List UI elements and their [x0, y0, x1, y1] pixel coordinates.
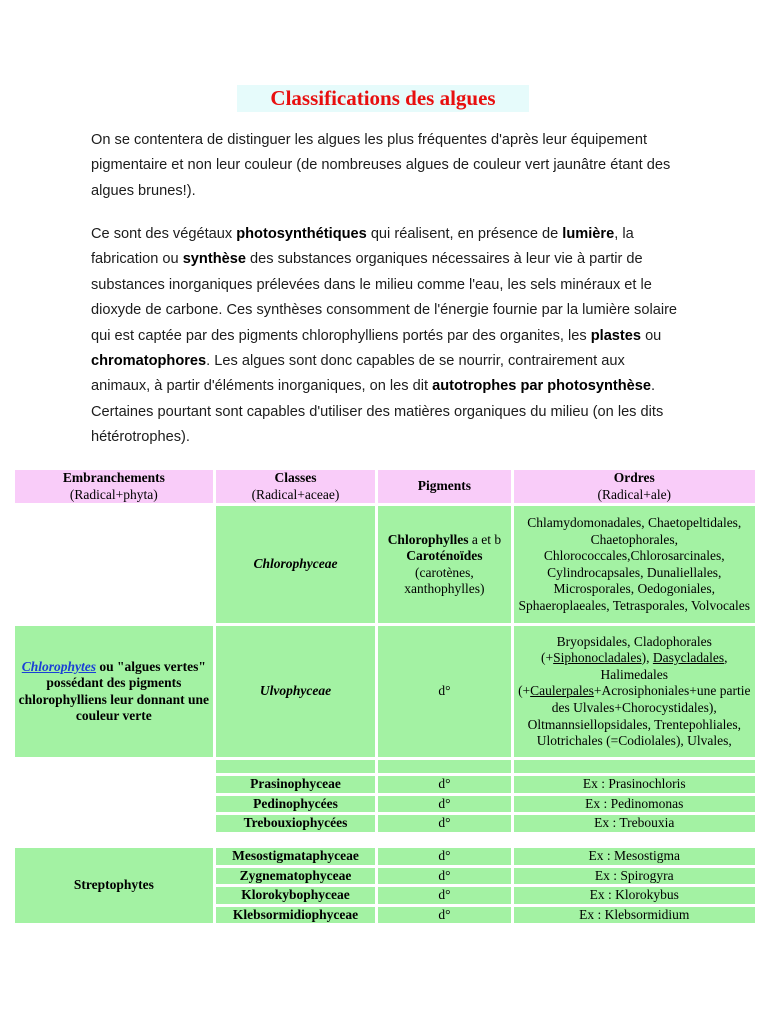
- pigment-name: Chlorophylles: [387, 531, 469, 547]
- text-run: Bryopsidales, Cladophorales (+: [541, 633, 712, 666]
- text-run: qui réalisent, en présence de: [366, 226, 563, 242]
- intro-paragraph: On se contentera de distinguer les algues les plus fréquentes d'après leur équipement pigmentaire et non leur couleur (de nombreuses algues de couleur vert jaunâtre étant des algues brunes!).: [91, 132, 671, 199]
- header-embranchements: [15, 470, 213, 503]
- cell-pigments: [378, 506, 510, 623]
- spacer-cell: [216, 835, 376, 845]
- cell-streptophytes: Streptophytes: [15, 848, 213, 923]
- text-run: . Certaines pourtant sont capables d'utiliser des matières organiques du milieu (on les dits hétérotrophes).: [91, 378, 664, 446]
- empty-cell: [15, 760, 213, 773]
- text-run: ),: [641, 650, 653, 666]
- cell-classe: Klebsormidiophyceae: [216, 907, 376, 924]
- text-run: ou: [641, 327, 662, 344]
- table-row: [15, 848, 755, 865]
- table-row: [15, 506, 755, 623]
- cell-ordres: Ex : Trebouxia: [514, 815, 755, 832]
- header-pigments: [378, 470, 510, 503]
- pigment-name: Caroténoïdes: [406, 548, 483, 564]
- cell-chlorophytes: [15, 626, 213, 757]
- text-run: +Acrosiphoniales+une partie des Ulvales+Chorocystidales), Oltmannsiellopsidales, Trentepohliales, Ulotrichales (=Codiolales), Ulvales,: [527, 683, 751, 749]
- cell-pigments: d°: [378, 626, 510, 757]
- table-spacer-row: [15, 835, 755, 845]
- table-row: [15, 796, 755, 813]
- table-row: [15, 626, 755, 757]
- empty-cell: [378, 760, 510, 773]
- cell-ordres: Ex : Klorokybus: [514, 887, 755, 904]
- cell-classe: Pedinophycées: [216, 796, 376, 813]
- table-row: [15, 760, 755, 773]
- cell-ordres: Ex : Pedinomonas: [514, 796, 755, 813]
- empty-cell: [216, 760, 376, 773]
- text-run: Ce sont des végétaux: [91, 226, 237, 242]
- classification-table: [12, 467, 758, 926]
- header-ordres: [514, 470, 755, 503]
- page-title: Classifications des algues: [237, 85, 529, 112]
- bold-term: chromatophores: [91, 353, 207, 370]
- header-label: Embranchements: [62, 470, 165, 485]
- cell-ordres: Ex : Mesostigma: [514, 848, 755, 865]
- bold-term: synthèse: [182, 251, 246, 268]
- cell-pigments: d°: [378, 868, 510, 885]
- underlined-term: Siphonocladales: [553, 650, 642, 666]
- empty-cell: [15, 776, 213, 793]
- spacer-cell: [15, 835, 213, 845]
- chlorophytes-desc: ou "algues vertes" possédant des pigments chlorophylliens leur donnant une couleur verte: [18, 658, 210, 724]
- header-sub: (Radical+phyta): [69, 486, 158, 502]
- cell-classe: Klorokybophyceae: [216, 887, 376, 904]
- text-run: . Les algues sont donc capables de se nourrir, contrairement aux animaux, à partir d'éléments inorganiques, on les dit: [91, 353, 625, 395]
- text-run: , Halimedales (+: [518, 650, 728, 699]
- text-run: , la fabrication ou: [91, 226, 634, 268]
- table-row: [15, 815, 755, 832]
- cell-ordres: Ex : Klebsormidium: [514, 907, 755, 924]
- cell-classe: Prasinophyceae: [216, 776, 376, 793]
- header-sub: (Radical+aceae): [251, 486, 340, 502]
- text-run: des substances organiques nécessaires à leur vie à partir de substances inorganiques prélevées dans le milieu comme l'eau, les sels minéraux et le dioxyde de carbone. Ces synthèses consomment de l'énergie fournie par la lumière solaire qui est captée par des pigments chlorophylliens portés par des organites, les: [91, 251, 678, 344]
- spacer-cell: [378, 835, 510, 845]
- header-classes: [216, 470, 376, 503]
- cell-classe: Zygnematophyceae: [216, 868, 376, 885]
- bold-term: plastes: [590, 327, 642, 344]
- empty-cell: [514, 760, 755, 773]
- cell-ordres: Chlamydomonadales, Chaetopeltidales, Chaetophorales, Chlorococcales,Chlorosarcinales, Cylindrocapsales, Dunaliellales, Microsporales, Oedogoniales, Sphaeroplaeales, Tetrasporales, Volvocales: [514, 506, 755, 623]
- cell-pigments: d°: [378, 815, 510, 832]
- cell-ordres: [514, 626, 755, 757]
- cell-pigments: d°: [378, 907, 510, 924]
- underlined-term: Dasycladales: [652, 650, 725, 666]
- cell-classe: Trebouxiophycées: [216, 815, 376, 832]
- pigment-text: (carotènes, xanthophylles): [404, 564, 485, 597]
- cell-ordres: Ex : Prasinochloris: [514, 776, 755, 793]
- bold-term: autotrophes par photosynthèse: [432, 378, 652, 395]
- photosynthesis-paragraph: [91, 222, 681, 451]
- pigment-text: a et b: [468, 531, 502, 547]
- header-label: Ordres: [613, 470, 655, 485]
- cell-classe: Mesostigmataphyceae: [216, 848, 376, 865]
- spacer-cell: [514, 835, 755, 845]
- empty-cell: [15, 815, 213, 832]
- table-row: [15, 776, 755, 793]
- cell-ordres: Ex : Spirogyra: [514, 868, 755, 885]
- cell-pigments: d°: [378, 796, 510, 813]
- header-label: Classes: [274, 470, 317, 485]
- cell-classe: Ulvophyceae: [216, 626, 376, 757]
- chlorophytes-link[interactable]: Chlorophytes: [21, 658, 97, 674]
- cell-pigments: d°: [378, 776, 510, 793]
- bold-term: lumière: [562, 226, 615, 242]
- header-label: Pigments: [417, 478, 472, 494]
- cell-pigments: d°: [378, 887, 510, 904]
- bold-term: photosynthétiques: [236, 226, 367, 242]
- header-sub: (Radical+ale): [597, 486, 672, 502]
- underlined-term: Caulerpales: [530, 683, 594, 699]
- empty-cell: [15, 506, 213, 623]
- empty-cell: [15, 796, 213, 813]
- table-header-row: [15, 470, 755, 503]
- cell-classe: Chlorophyceae: [216, 506, 376, 623]
- cell-pigments: d°: [378, 848, 510, 865]
